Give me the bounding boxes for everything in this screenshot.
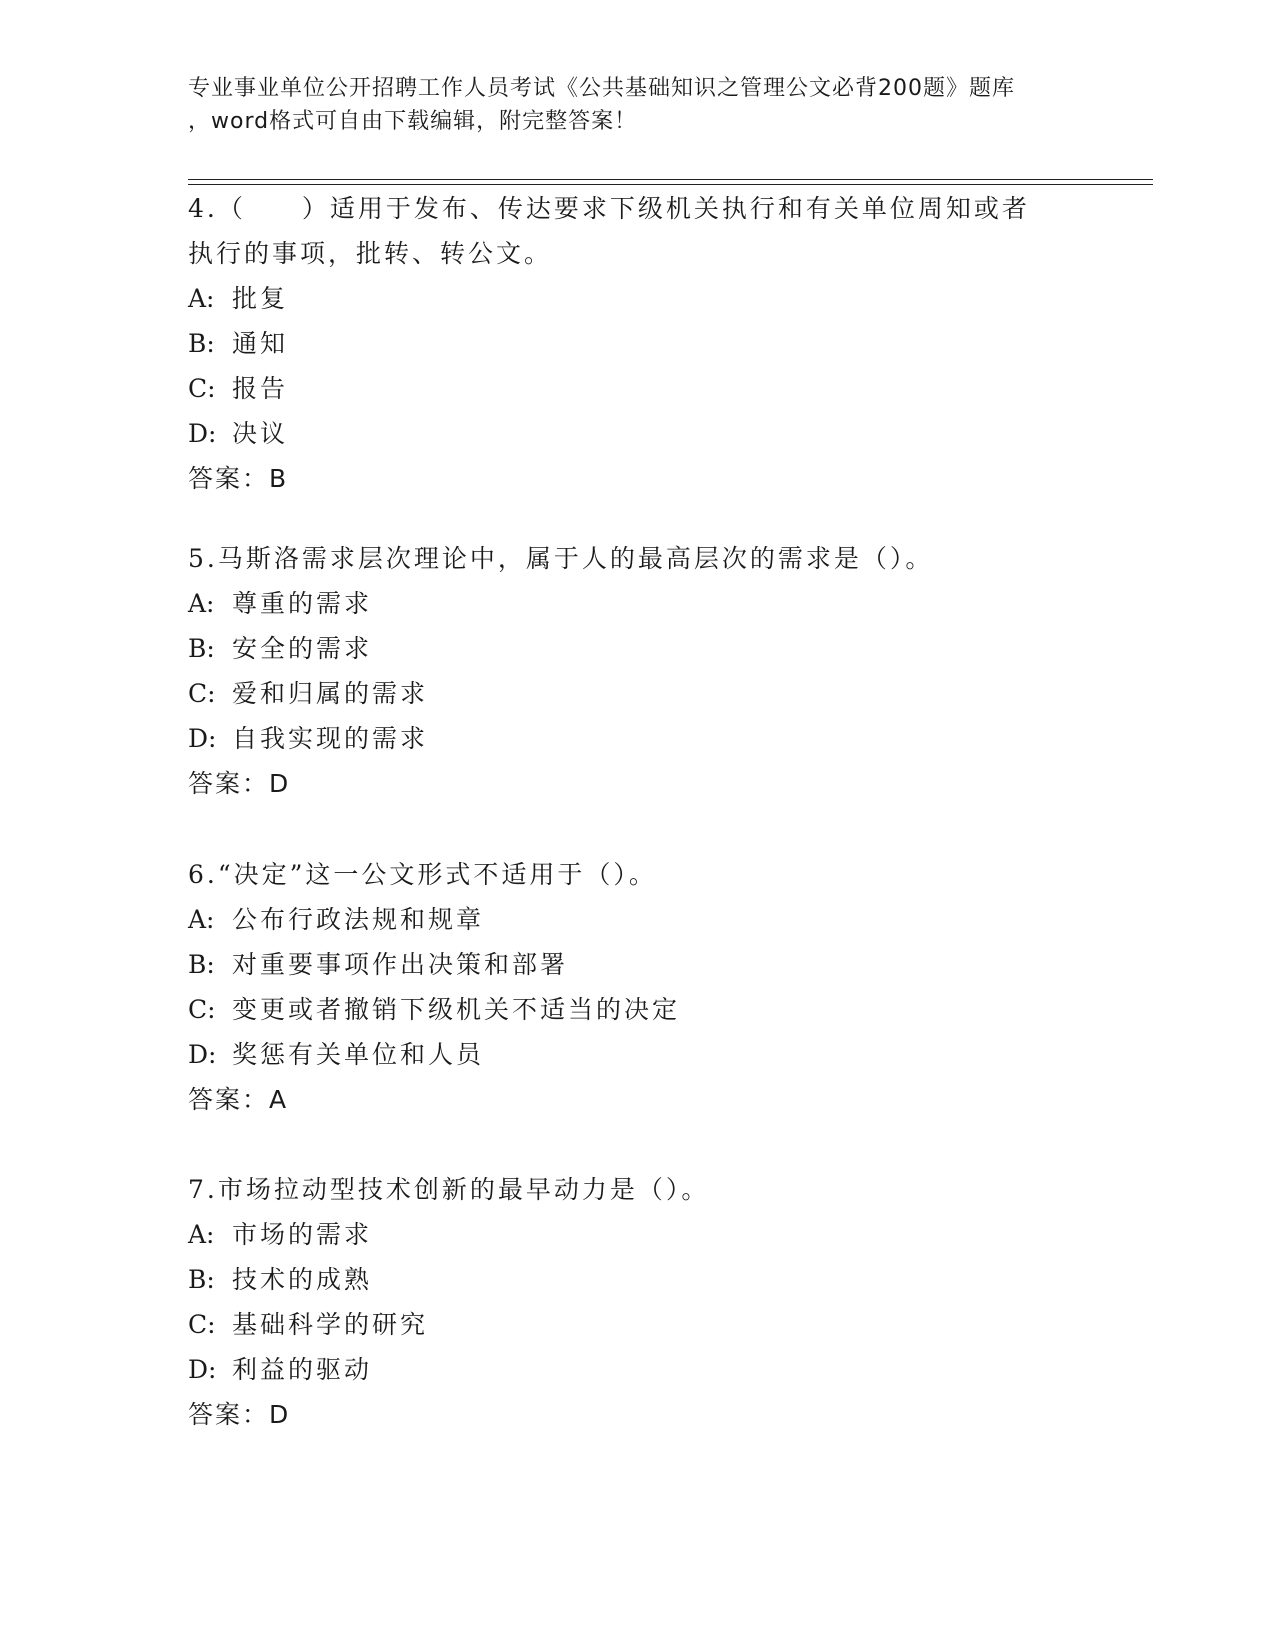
option-letter: B:: [188, 634, 215, 663]
question-7: [188, 1167, 1088, 1437]
option-letter: D:: [188, 419, 217, 448]
option-letter: B:: [188, 329, 215, 358]
option-a: [188, 897, 1088, 942]
option-letter: B:: [188, 1265, 215, 1294]
option-d: [188, 1347, 1088, 1392]
option-c: [188, 987, 1088, 1032]
option-text: 技术的成熟: [232, 1265, 373, 1294]
option-letter: A:: [188, 284, 215, 313]
option-text: 利益的驱动: [232, 1355, 373, 1384]
option-letter: C:: [188, 374, 216, 403]
option-letter: C:: [188, 995, 216, 1024]
header-divider-bottom: [188, 184, 1153, 185]
option-text: 尊重的需求: [232, 589, 373, 618]
option-text: 对重要事项作出决策和部署: [232, 950, 569, 979]
option-letter: A:: [188, 589, 215, 618]
question-stem-line: 6.“决定”这一公文形式不适用于（）。: [188, 860, 657, 889]
option-a: [188, 1212, 1088, 1257]
option-letter: D:: [188, 1355, 217, 1384]
option-letter: C:: [188, 679, 216, 708]
question-stem: [188, 536, 1088, 581]
option-b: [188, 626, 1088, 671]
question-stem-line: 5.马斯洛需求层次理论中，属于人的最高层次的需求是（）。: [188, 544, 934, 573]
option-letter: B:: [188, 950, 215, 979]
option-text: 奖惩有关单位和人员: [232, 1040, 485, 1069]
option-letter: D:: [188, 1040, 217, 1069]
option-text: 自我实现的需求: [232, 724, 429, 753]
option-text: 变更或者撤销下级机关不适当的决定: [232, 995, 681, 1024]
option-c: [188, 671, 1088, 716]
option-b: [188, 942, 1088, 987]
question-6: [188, 852, 1088, 1122]
answer-line: 答案：D: [188, 1400, 291, 1429]
question-stem-line: 执行的事项，批转、转公文。: [188, 239, 553, 268]
option-letter: A:: [188, 905, 215, 934]
option-b: [188, 1257, 1088, 1302]
option-text: 公布行政法规和规章: [232, 905, 485, 934]
option-a: [188, 581, 1088, 626]
option-d: [188, 411, 1088, 456]
question-stem: [188, 852, 1088, 897]
option-text: 通知: [232, 329, 289, 358]
option-letter: D:: [188, 724, 217, 753]
option-letter: A:: [188, 1220, 215, 1249]
option-text: 市场的需求: [232, 1220, 373, 1249]
question-4: [188, 186, 1088, 501]
option-d: [188, 716, 1088, 761]
option-text: 批复: [232, 284, 289, 313]
question-stem: [188, 1167, 1088, 1212]
header-divider-top: [188, 179, 1153, 180]
answer-line: 答案：D: [188, 769, 291, 798]
question-stem-line: 7.市场拉动型技术创新的最早动力是（）。: [188, 1175, 710, 1204]
option-text: 爱和归属的需求: [232, 679, 429, 708]
question-stem: [188, 186, 1088, 276]
option-text: 安全的需求: [232, 634, 373, 663]
option-text: 报告: [232, 374, 289, 403]
question-5: [188, 536, 1088, 806]
option-text: 决议: [232, 419, 289, 448]
header-title-line-1: 专业事业单位公开招聘工作人员考试《公共基础知识之管理公文必背200题》题库: [188, 76, 1015, 101]
document-header: [188, 72, 1088, 138]
option-letter: C:: [188, 1310, 216, 1339]
option-text: 基础科学的研究: [232, 1310, 429, 1339]
option-c: [188, 366, 1088, 411]
option-b: [188, 321, 1088, 366]
header-title-line-2: ，word格式可自由下载编辑，附完整答案！: [188, 109, 638, 134]
option-a: [188, 276, 1088, 321]
answer-line: 答案：B: [188, 464, 289, 493]
option-c: [188, 1302, 1088, 1347]
answer-line: 答案：A: [188, 1085, 289, 1114]
option-d: [188, 1032, 1088, 1077]
question-stem-line: 4.（ ）适用于发布、传达要求下级机关执行和有关单位周知或者: [188, 194, 1030, 223]
